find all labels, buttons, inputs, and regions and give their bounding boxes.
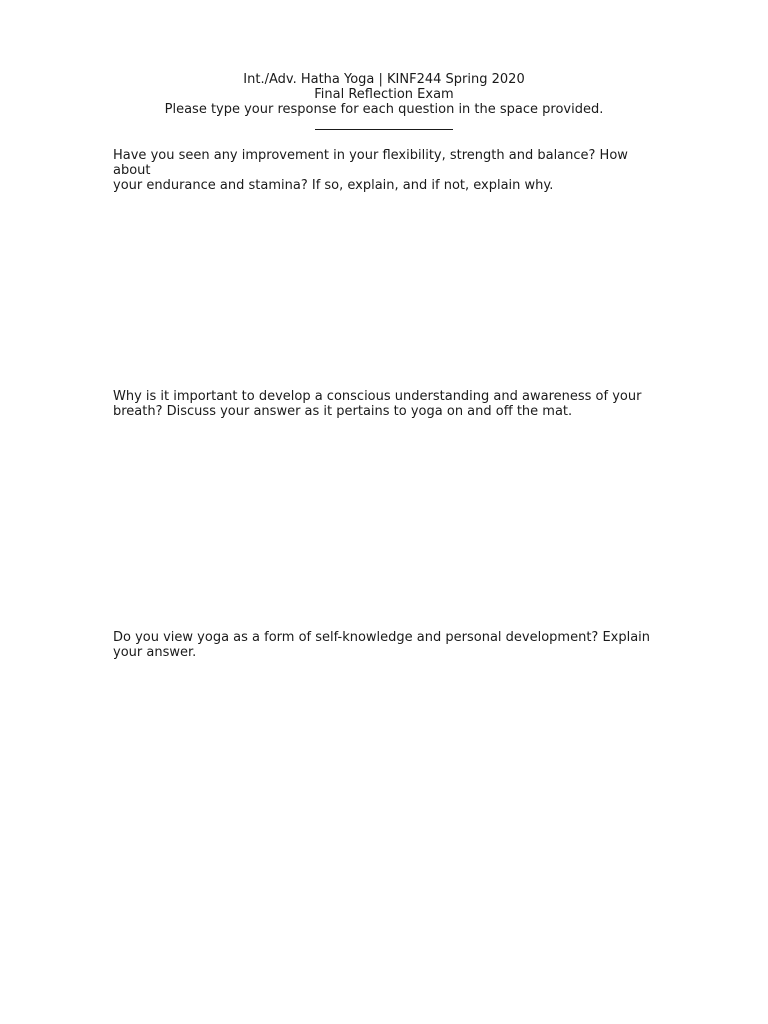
response-space-2[interactable]: [113, 423, 658, 618]
question-2: Why is it important to develop a conscious understanding and awareness of your breath? Discuss your answer as it pertains to yoga on and off the mat.: [113, 389, 642, 419]
exam-title: Final Reflection Exam: [314, 87, 454, 102]
course-title: Int./Adv. Hatha Yoga | KINF244 Spring 2020: [243, 72, 525, 87]
exam-header: [0, 72, 768, 130]
header-divider: [315, 129, 453, 130]
exam-instructions: Please type your response for each question in the space provided.: [164, 102, 604, 117]
question-1: Have you seen any improvement in your flexibility, strength and balance? How about your endurance and stamina? If so, explain, and if not, explain why.: [113, 148, 628, 193]
response-space-3[interactable]: [113, 664, 658, 964]
response-space-1[interactable]: [113, 182, 658, 377]
question-3: Do you view yoga as a form of self-knowledge and personal development? Explain your answer.: [113, 630, 651, 660]
